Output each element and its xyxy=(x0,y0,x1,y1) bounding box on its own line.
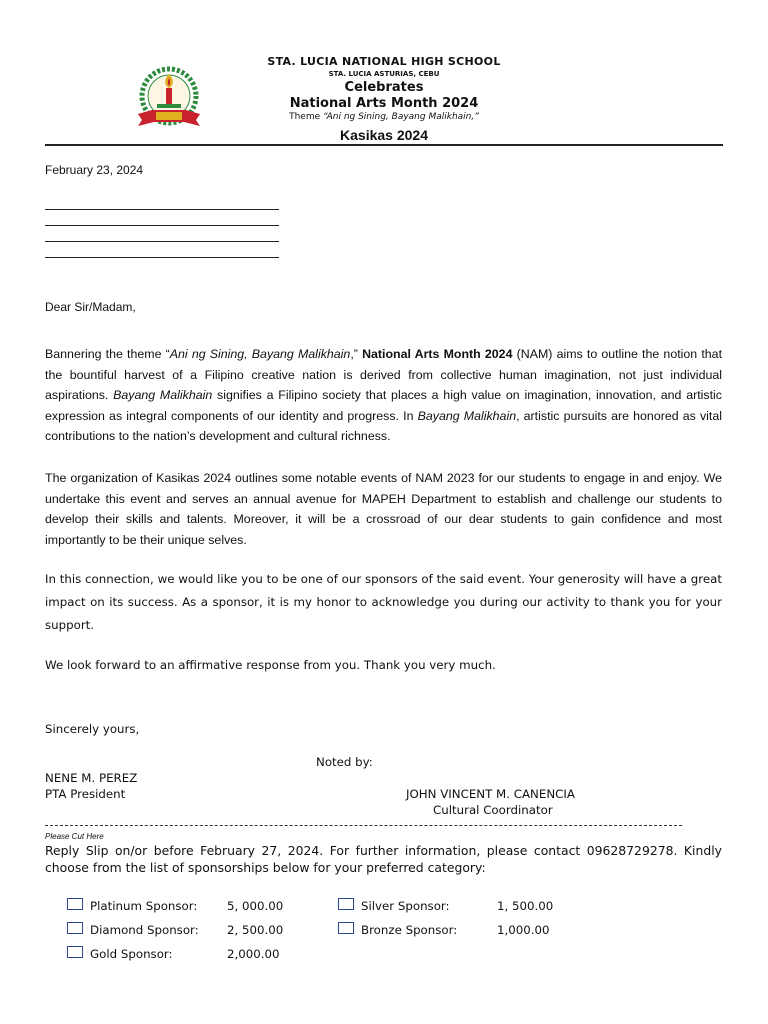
event-title: National Arts Month 2024 xyxy=(289,96,479,111)
theme-prefix: Theme xyxy=(289,112,321,122)
platinum-sponsor-label: Platinum Sponsor: xyxy=(90,899,198,913)
paragraph-run: signifies a Filipino society that places a high value on imagination, innovation, and artistic expression as integral components of our identity and progress. In xyxy=(45,388,722,423)
paragraph-run: Bannering the theme “ xyxy=(45,347,170,361)
paragraph-closing-remark: We look forward to an affirmative response from you. Thank you very much. xyxy=(45,658,496,672)
signer-coordinator-name: JOHN VINCENT M. CANENCIA xyxy=(406,787,575,801)
paragraph-run: , artistic pursuits are honored as vital contributions to the nation’s development and cultural richness. xyxy=(45,408,722,444)
school-name: STA. LUCIA NATIONAL HIGH SCHOOL xyxy=(267,55,501,68)
silver-sponsor-amount: 1, 500.00 xyxy=(497,899,554,913)
paragraph-organization: The organization of Kasikas 2024 outlines some notable events of NAM 2023 for our students to engage in and enjoy. We undertake this event and serves an annual avenue for MAPEH Department to establish and challenge our students to develop their skills and talents. Moreover, it will be a crossroad of our dear students to gain confidence and most importantly to be their unique selves. xyxy=(45,471,722,547)
logo-ribbon-center xyxy=(156,112,182,120)
closing: Sincerely yours, xyxy=(45,722,140,736)
address-blank-line xyxy=(45,209,279,210)
diamond-sponsor-label: Diamond Sponsor: xyxy=(90,923,199,937)
bronze-sponsor-checkbox[interactable] xyxy=(338,922,354,934)
cut-here-label: Please Cut Here xyxy=(45,832,104,841)
paragraph-run: Bayang Malikhain xyxy=(113,388,213,403)
paragraph-run: National Arts Month 2024 xyxy=(362,347,513,361)
silver-sponsor-label: Silver Sponsor: xyxy=(361,899,450,913)
paragraph-run: Bayang Malikhain xyxy=(417,408,517,423)
diamond-sponsor-checkbox[interactable] xyxy=(67,922,83,934)
diamond-sponsor-amount: 2, 500.00 xyxy=(227,923,284,937)
kasikas-title: Kasikas 2024 xyxy=(340,127,428,143)
bronze-sponsor-label: Bronze Sponsor: xyxy=(361,923,458,937)
salutation: Dear Sir/Madam, xyxy=(45,300,136,314)
school-address: STA. LUCIA ASTURIAS, CEBU xyxy=(328,70,440,78)
address-blank-line xyxy=(45,257,279,258)
gold-sponsor-checkbox[interactable] xyxy=(67,946,83,958)
reply-slip-instructions: Reply Slip on/or before February 27, 2024. For further information, please contact 09628729278. Kindly choose from the list of sponsorships below for your preferred category: xyxy=(45,843,722,875)
address-blank-line xyxy=(45,241,279,242)
paragraph-run: Ani ng Sining, Bayang Malikhain xyxy=(169,347,351,361)
address-blank-line xyxy=(45,225,279,226)
letter-date: February 23, 2024 xyxy=(45,163,144,177)
paragraph-run: (NAM) aims to outline the notion that the bountiful harvest of a Filipino creative nation is derived from collective human imagination, not just individual aspirations. xyxy=(45,347,723,403)
signer-pta-name: NENE M. PEREZ xyxy=(45,771,138,785)
cut-line xyxy=(45,825,682,826)
paragraph-run: ,” xyxy=(350,347,363,361)
celebrates-heading: Celebrates xyxy=(344,80,424,95)
platinum-sponsor-amount: 5, 000.00 xyxy=(227,899,284,913)
noted-by-label: Noted by: xyxy=(316,755,373,769)
signer-coordinator-title: Cultural Coordinator xyxy=(433,803,553,817)
paragraph-sponsorship: In this connection, we would like you to be one of our sponsors of the said event. Your generosity will have a great impact on its success. As a sponsor, it is my honor to acknowledge you during our activity to thank you for your support. xyxy=(45,572,722,632)
gold-sponsor-label: Gold Sponsor: xyxy=(90,947,173,961)
header-divider xyxy=(45,144,723,146)
signer-pta-title: PTA President xyxy=(45,787,126,801)
theme-text: “Ani ng Sining, Bayang Malikhain,” xyxy=(323,112,479,122)
silver-sponsor-checkbox[interactable] xyxy=(338,898,354,910)
theme-line xyxy=(200,112,568,122)
school-logo xyxy=(132,64,206,132)
paragraph-theme xyxy=(45,344,722,447)
bronze-sponsor-amount: 1,000.00 xyxy=(497,923,550,937)
gold-sponsor-amount: 2,000.00 xyxy=(227,947,280,961)
platinum-sponsor-checkbox[interactable] xyxy=(67,898,83,910)
